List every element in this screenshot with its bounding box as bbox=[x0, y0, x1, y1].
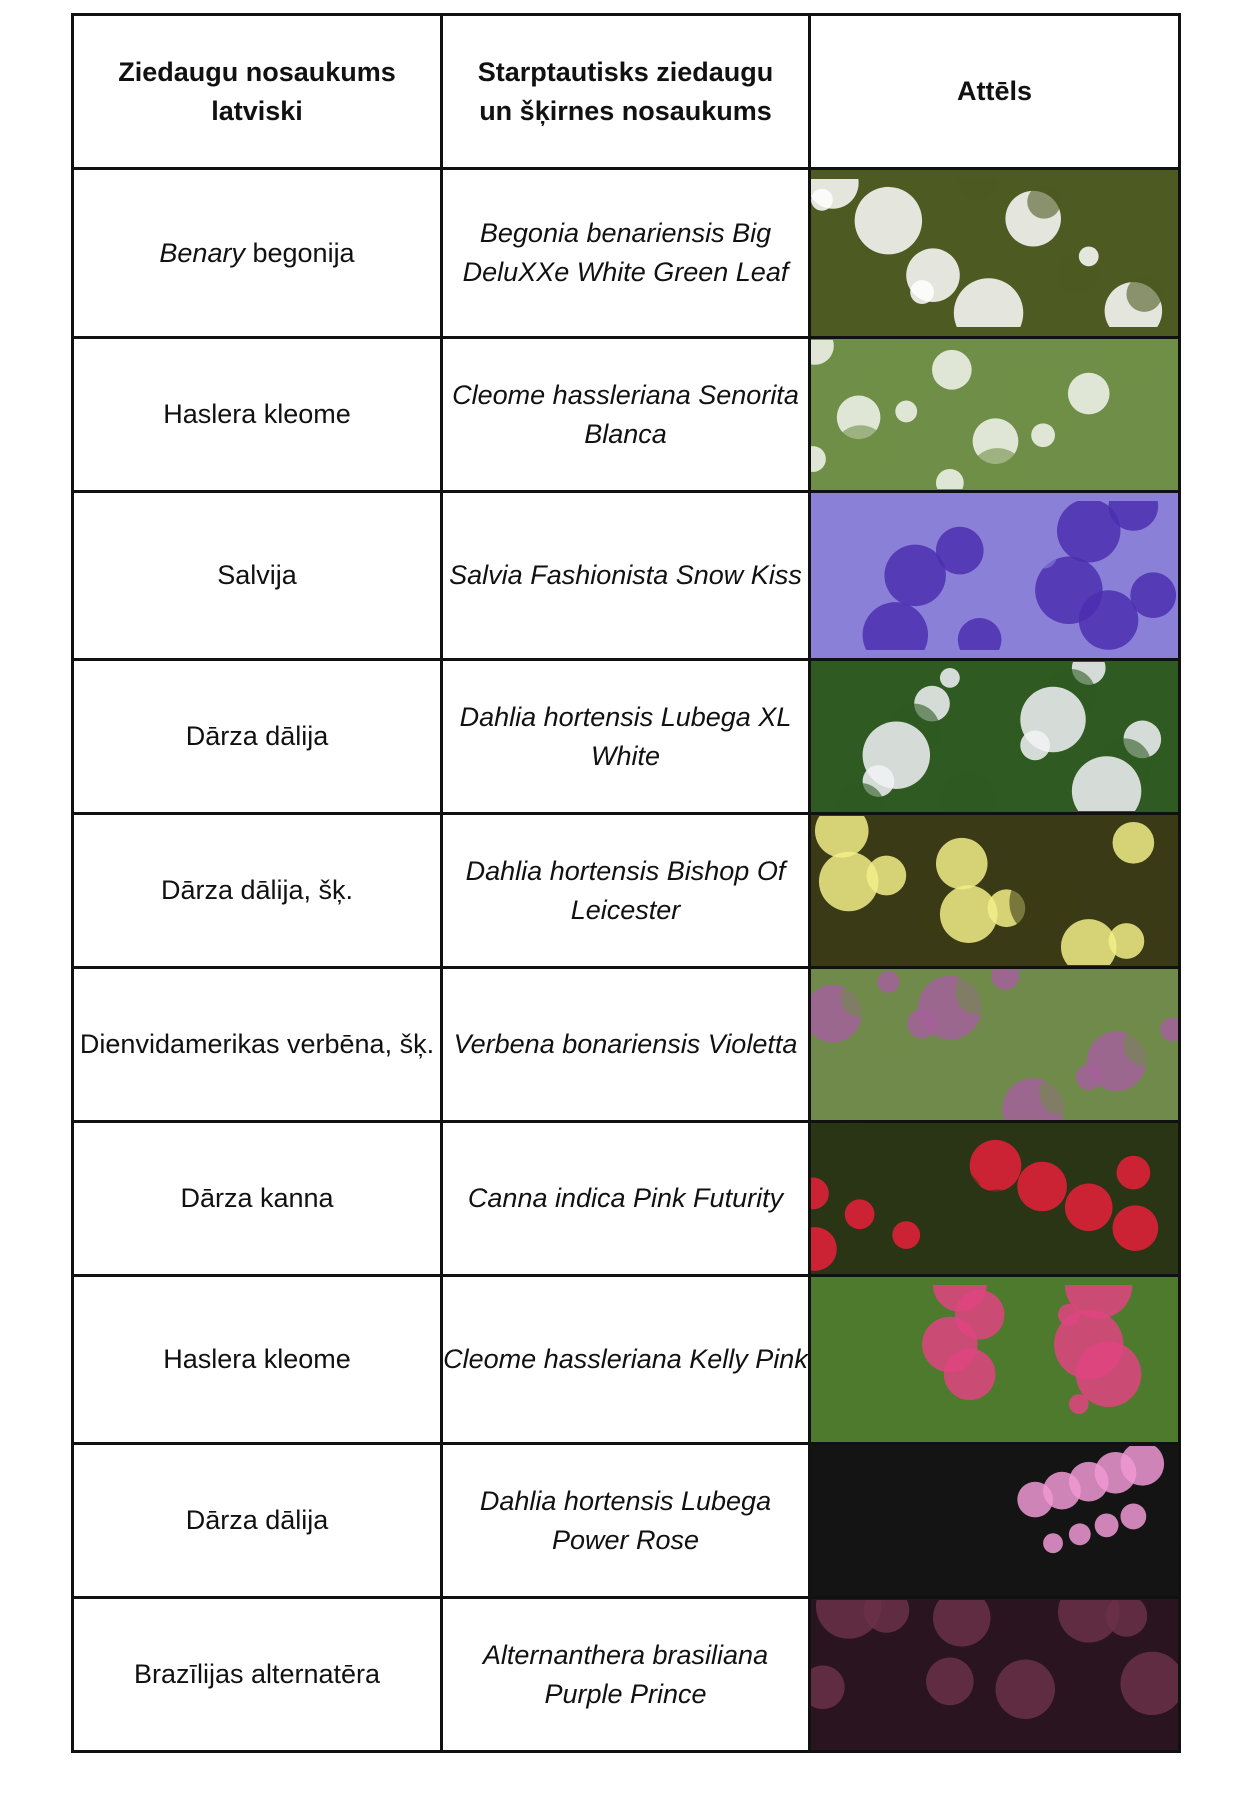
purple-salvia-photo bbox=[810, 492, 1180, 660]
flower-picture bbox=[811, 340, 1178, 489]
latvian-name: Salvija bbox=[217, 560, 297, 590]
header-international-name: Starptautisks ziedaugu un šķirnes nosaukums bbox=[442, 15, 810, 169]
flower-picture bbox=[811, 662, 1178, 811]
latvian-name-cell bbox=[73, 660, 442, 814]
international-name: Alternanthera brasiliana Purple Prince bbox=[442, 1598, 810, 1752]
latvian-name-italic: Benary bbox=[159, 237, 245, 268]
latvian-name-cell bbox=[73, 1444, 442, 1598]
table-row bbox=[73, 338, 1180, 492]
table-row bbox=[73, 1122, 1180, 1276]
latvian-name: Dienvidamerikas verbēna, šķ. bbox=[79, 1029, 435, 1059]
table-row bbox=[73, 968, 1180, 1122]
pink-cleome-photo bbox=[810, 1276, 1180, 1444]
international-name: Cleome hassleriana Senorita Blanca bbox=[442, 338, 810, 492]
latvian-name-cell bbox=[73, 1122, 442, 1276]
flower-picture bbox=[811, 970, 1178, 1119]
flower-picture bbox=[811, 501, 1178, 650]
latvian-name: Dārza dālija bbox=[185, 721, 329, 751]
latvian-name-cell bbox=[73, 169, 442, 338]
table-row bbox=[73, 660, 1180, 814]
latvian-name-cell bbox=[73, 1598, 442, 1752]
international-name: Dahlia hortensis Lubega Power Rose bbox=[442, 1444, 810, 1598]
international-name: Begonia benariensis Big DeluXXe White Green Leaf bbox=[442, 169, 810, 338]
white-begonia-photo bbox=[810, 169, 1180, 338]
table-row bbox=[73, 492, 1180, 660]
international-name: Salvia Fashionista Snow Kiss bbox=[442, 492, 810, 660]
white-cleome-photo bbox=[810, 338, 1180, 492]
flower-picture bbox=[811, 179, 1178, 328]
latvian-name-cell bbox=[73, 492, 442, 660]
flower-picture bbox=[811, 1285, 1178, 1434]
latvian-name: begonija bbox=[252, 237, 355, 268]
international-name: Cleome hassleriana Kelly Pink bbox=[442, 1276, 810, 1444]
latvian-name-cell bbox=[73, 814, 442, 968]
table-row bbox=[73, 1598, 1180, 1752]
flower-picture bbox=[811, 816, 1178, 965]
latvian-name: Brazīlijas alternatēra bbox=[133, 1659, 381, 1689]
purple-foliage-photo bbox=[810, 1598, 1180, 1752]
table-row bbox=[73, 1276, 1180, 1444]
latvian-name: Haslera kleome bbox=[163, 1344, 351, 1374]
white-dahlia-photo bbox=[810, 660, 1180, 814]
latvian-name: Haslera kleome bbox=[163, 399, 351, 429]
latvian-name: Dārza dālija, šķ. bbox=[160, 875, 354, 905]
flower-picture bbox=[811, 1600, 1178, 1749]
header-latvian-name: Ziedaugu nosaukums latviski bbox=[73, 15, 442, 169]
international-name: Verbena bonariensis Violetta bbox=[442, 968, 810, 1122]
international-name: Canna indica Pink Futurity bbox=[442, 1122, 810, 1276]
table-row bbox=[73, 1444, 1180, 1598]
purple-verbena-photo bbox=[810, 968, 1180, 1122]
yellow-dahlia-photo bbox=[810, 814, 1180, 968]
international-name: Dahlia hortensis Lubega XL White bbox=[442, 660, 810, 814]
flower-picture bbox=[811, 1446, 1178, 1595]
latvian-name-cell bbox=[73, 338, 442, 492]
red-canna-photo bbox=[810, 1122, 1180, 1276]
table-row bbox=[73, 169, 1180, 338]
header-row bbox=[73, 15, 1180, 169]
pink-dahlia-photo bbox=[810, 1444, 1180, 1598]
latvian-name-cell bbox=[73, 968, 442, 1122]
latvian-name: Dārza kanna bbox=[180, 1183, 334, 1213]
latvian-name: Dārza dālija bbox=[185, 1505, 329, 1535]
table-row bbox=[73, 814, 1180, 968]
flower-table bbox=[71, 13, 1181, 1753]
international-name: Dahlia hortensis Bishop Of Leicester bbox=[442, 814, 810, 968]
latvian-name-cell bbox=[73, 1276, 442, 1444]
header-image: Attēls bbox=[810, 15, 1180, 169]
flower-picture bbox=[811, 1124, 1178, 1273]
